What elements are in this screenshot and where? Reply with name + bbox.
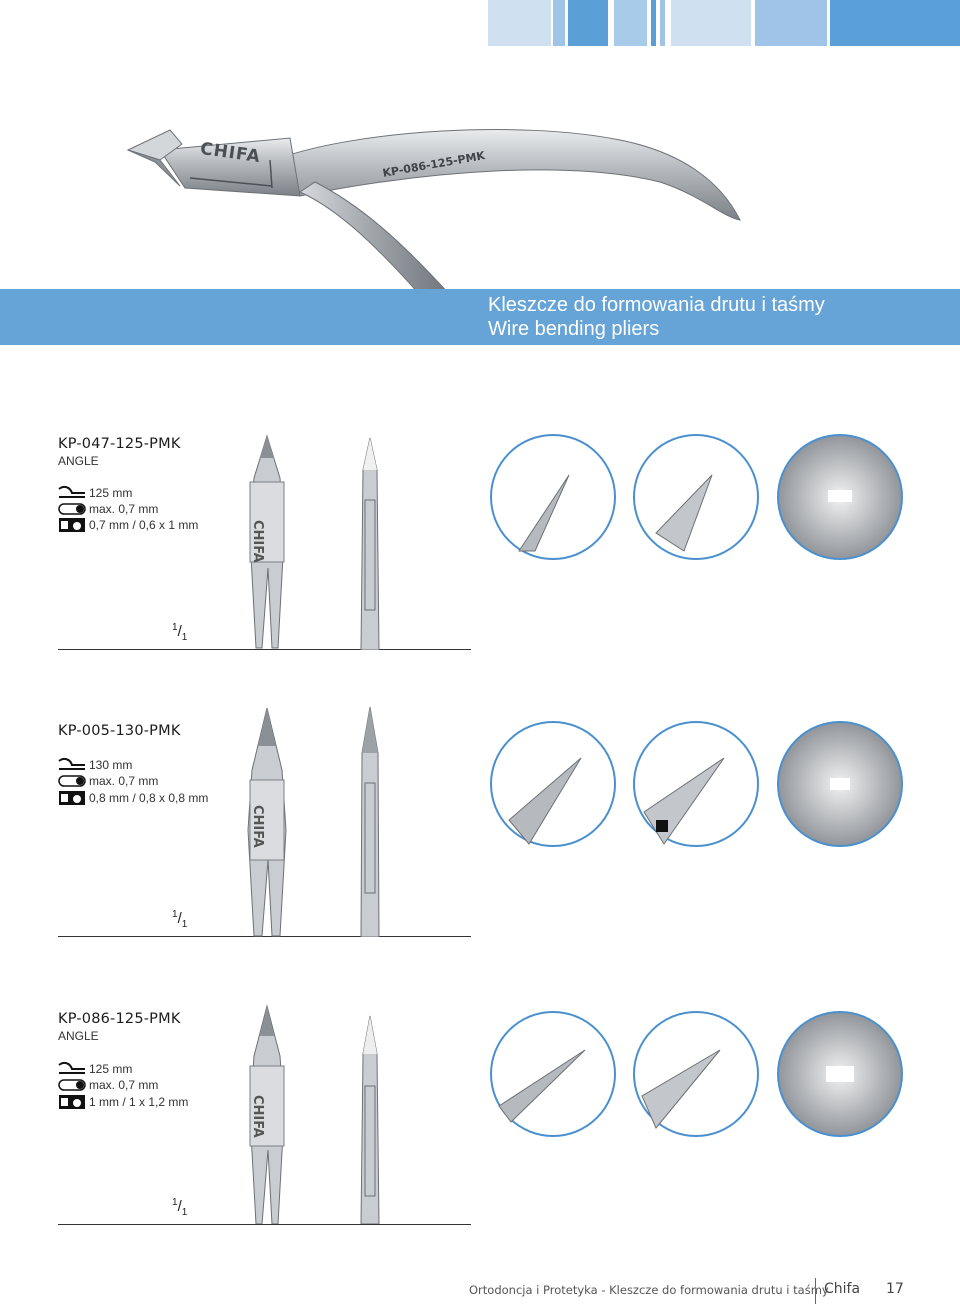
tip-detail-circle xyxy=(632,433,760,561)
pliers-front-view xyxy=(345,1010,395,1224)
strip-segment xyxy=(568,0,608,46)
spec-wire-profile-text: 0,7 mm / 0,6 x 1 mm xyxy=(89,518,199,532)
spec-wire-profile-text: 0,8 mm / 0,8 x 0,8 mm xyxy=(89,791,209,805)
tip-detail-circle xyxy=(489,1010,617,1138)
title-polish: Kleszcze do formowania drutu i taśmy xyxy=(488,294,825,316)
tip-detail-circle xyxy=(489,433,617,561)
strip-segment xyxy=(651,0,656,46)
length-icon xyxy=(58,757,86,773)
strip-segment xyxy=(614,0,647,46)
wire-round-icon xyxy=(58,773,86,789)
hero-engraving-brand: CHIFA xyxy=(198,138,262,168)
length-icon xyxy=(58,1061,86,1077)
spec-wire-round-text: max. 0,7 mm xyxy=(89,502,159,516)
product-variant: ANGLE xyxy=(58,454,99,468)
tip-detail-circle xyxy=(776,720,904,848)
spec-wire-round-text: max. 0,7 mm xyxy=(89,774,159,788)
strip-segment xyxy=(671,0,751,46)
scale-label: $^1/_1$ xyxy=(172,1197,188,1218)
wire-profile-icon xyxy=(58,790,86,806)
strip-segment xyxy=(830,0,960,46)
strip-segment xyxy=(553,0,565,46)
strip-segment xyxy=(660,0,665,46)
tip-detail-circle xyxy=(489,720,617,848)
tip-detail-circle xyxy=(776,433,904,561)
hero-engraving-model: KP-086-125-PMK xyxy=(381,149,486,180)
scale-label: $^1/_1$ xyxy=(172,622,188,643)
spec-length-text: 130 mm xyxy=(89,758,133,772)
pliers-engraving: CHIFA xyxy=(250,805,265,848)
pliers-front-view xyxy=(345,430,395,650)
product-code: KP-086-125-PMK xyxy=(58,1011,181,1027)
spec-wire-profile-text: 1 mm / 1 x 1,2 mm xyxy=(89,1095,189,1109)
page-title xyxy=(488,293,825,341)
page-number: 17 xyxy=(886,1281,904,1297)
pliers-engraving: CHIFA xyxy=(250,1095,265,1138)
pliers-side-view xyxy=(232,1000,302,1224)
wire-round-icon xyxy=(58,1077,86,1093)
spec-wire-round-text: max. 0,7 mm xyxy=(89,1078,159,1092)
pliers-side-view xyxy=(232,700,302,937)
hero-pliers-image xyxy=(100,100,780,295)
tip-detail-circle xyxy=(632,720,760,848)
pliers-front-view xyxy=(345,703,395,937)
pliers-side-view xyxy=(232,418,302,650)
footer-brand: Chifa xyxy=(824,1281,861,1297)
footer-breadcrumb: Ortodoncja i Protetyka - Kleszcze do formowania drutu i taśmy xyxy=(469,1283,829,1297)
tip-detail-circle xyxy=(776,1010,904,1138)
scale-label: $^1/_1$ xyxy=(172,909,188,930)
section-divider xyxy=(58,1224,471,1225)
product-code: KP-005-130-PMK xyxy=(58,723,181,739)
spec-length-text: 125 mm xyxy=(89,1062,133,1076)
strip-segment xyxy=(488,0,551,46)
product-code: KP-047-125-PMK xyxy=(58,436,181,452)
length-icon xyxy=(58,485,86,501)
wire-profile-icon xyxy=(58,1094,86,1110)
wire-profile-icon xyxy=(58,517,86,533)
pliers-engraving: CHIFA xyxy=(250,520,265,563)
wire-round-icon xyxy=(58,501,86,517)
spec-length-text: 125 mm xyxy=(89,486,133,500)
title-english: Wire bending pliers xyxy=(488,318,660,340)
strip-segment xyxy=(755,0,827,46)
footer-divider xyxy=(815,1278,816,1304)
product-variant: ANGLE xyxy=(58,1029,99,1043)
tip-detail-circle xyxy=(632,1010,760,1138)
